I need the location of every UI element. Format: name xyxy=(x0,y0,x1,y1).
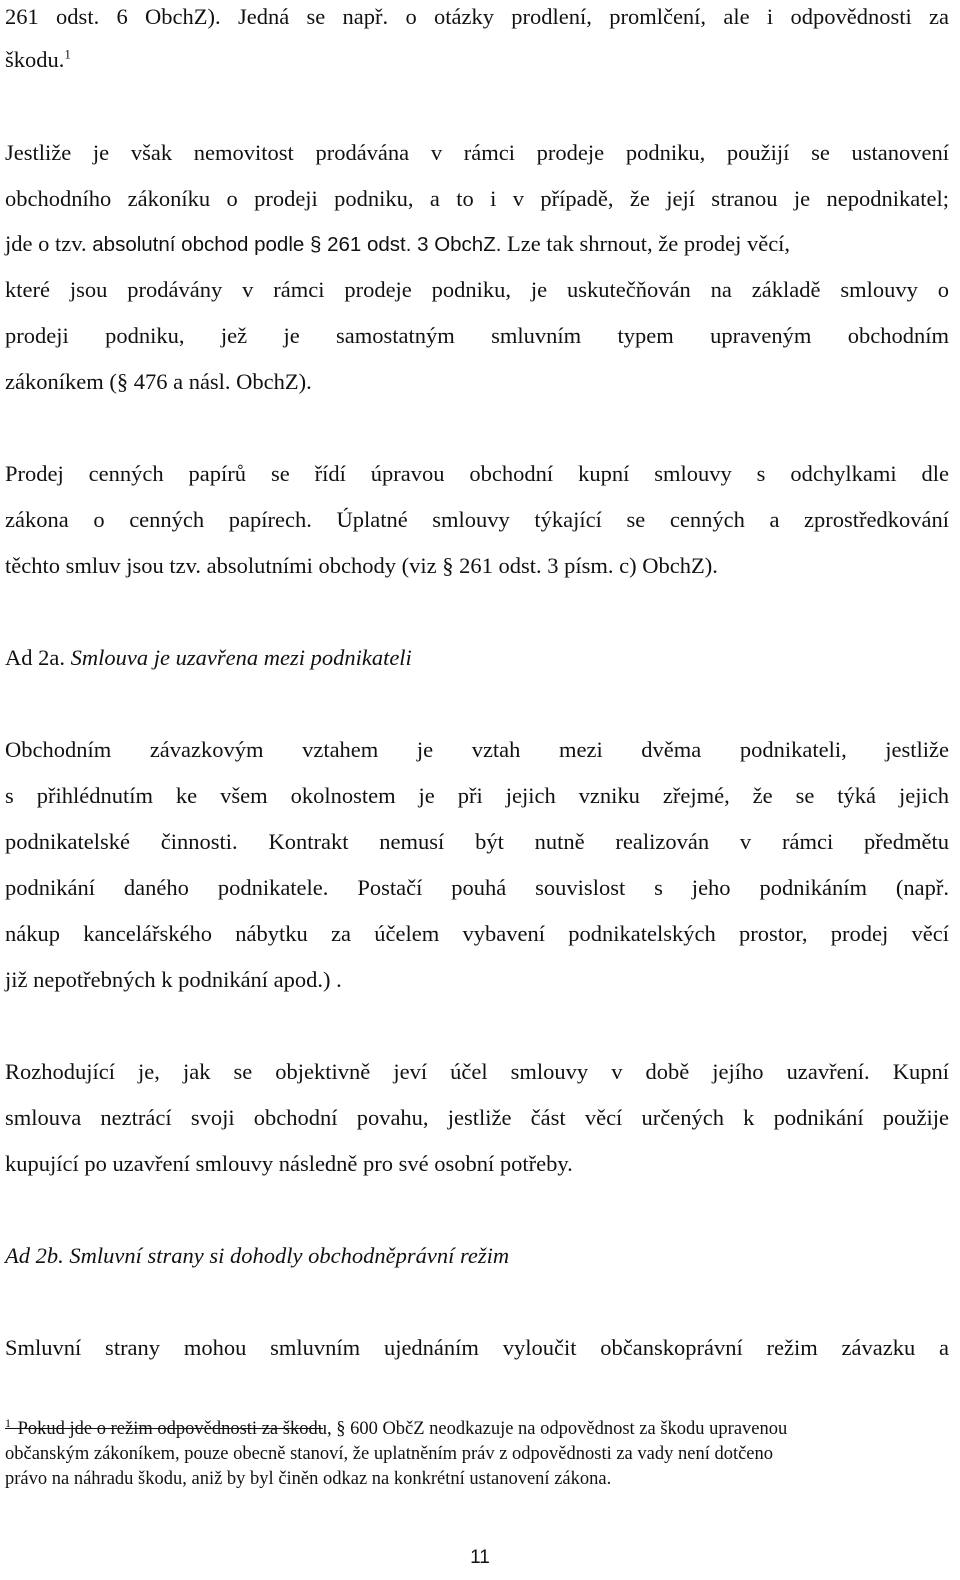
paragraph-4-line-5: nákup kancelářského nábytku za účelem vybavení podnikatelských prostor, prodej věcí xyxy=(5,921,949,946)
paragraph-4-line-6: již nepotřebných k podnikání apod.) . xyxy=(5,967,342,992)
paragraph-3-line-3: těchto smluv jsou tzv. absolutními obchody (viz § 261 odst. 3 písm. c) ObchZ). xyxy=(5,553,718,578)
paragraph-4-line-2: s přihlédnutím ke všem okolnostem je při jejich vzniku zřejmé, že se týká jejich xyxy=(5,783,949,808)
paragraph-1-line-1: 261 odst. 6 ObchZ). Jedná se např. o otázky prodlení, promlčení, ale i odpovědnosti za xyxy=(5,4,949,29)
paragraph-2-line-4: které jsou prodávány v rámci prodeje podniku, je uskutečňován na základě smlouvy o xyxy=(5,277,949,302)
paragraph-2-line-3-end: Lze tak shrnout, že prodej věcí, xyxy=(501,231,791,256)
page-number: 11 xyxy=(470,1547,490,1568)
footnote-line-2: občanským zákoníkem, pouze obecně stanoví, že uplatněním práv z odpovědnosti za vady není dotčeno xyxy=(5,1444,774,1464)
paragraph-2-line-3 xyxy=(5,229,949,260)
paragraph-2-line-1: Jestliže je však nemovitost prodávána v rámci prodeje podniku, použijí se ustanovení xyxy=(5,140,949,165)
section-heading-2a xyxy=(5,643,949,673)
paragraph-5-line-3: kupující po uzavření smlouvy následně pro své osobní potřeby. xyxy=(5,1151,573,1176)
footnote-reference: 1 xyxy=(64,46,71,62)
section-label-2b: Ad 2b. xyxy=(5,1243,64,1268)
footnote-text-1: Pokud jde o režim odpovědnosti za škodu, § 600 ObčZ neodkazuje na odpovědnost za škodu upravenou xyxy=(17,1419,788,1439)
paragraph-3-line-1: Prodej cenných papírů se řídí úpravou obchodní kupní smlouvy s odchylkami dle xyxy=(5,461,949,486)
section-title-2b: Smluvní strany si dohodly obchodněprávní režim xyxy=(69,1243,510,1268)
paragraph-5-line-2: smlouva neztrácí svoji obchodní povahu, jestliže část věcí určených k podnikání použije xyxy=(5,1105,949,1130)
footnote-line-1 xyxy=(5,1417,949,1441)
paragraph-4-line-4: podnikání daného podnikatele. Postačí pouhá souvislost s jeho podnikáním (např. xyxy=(5,875,949,900)
paragraph-2-line-2: obchodního zákoníku o prodeji podniku, a to i v případě, že její stranou je nepodnikatel; xyxy=(5,186,949,211)
paragraph-5-line-1: Rozhodující je, jak se objektivně jeví účel smlouvy v době jejího uzavření. Kupní xyxy=(5,1059,949,1084)
footnote-mark: 1 xyxy=(5,1415,11,1430)
paragraph-1-text: škodu. xyxy=(5,47,65,72)
section-heading-2b xyxy=(5,1241,949,1271)
paragraph-2-line-6: zákoníkem (§ 476 a násl. ObchZ). xyxy=(5,369,312,394)
section-title-2a: Smlouva je uzavřena mezi podnikateli xyxy=(70,645,412,670)
paragraph-2-line-3-start: jde o tzv. xyxy=(5,231,93,256)
paragraph-4-line-1: Obchodním závazkovým vztahem je vztah mezi dvěma podnikateli, jestliže xyxy=(5,737,949,762)
paragraph-3-line-2: zákona o cenných papírech. Úplatné smlouvy týkající se cenných a zprostředkování xyxy=(5,507,949,532)
paragraph-6-line-1: Smluvní strany mohou smluvním ujednáním vyloučit občanskoprávní režim závazku a xyxy=(5,1335,949,1360)
paragraph-2-line-3-sans: absolutní obchod podle § 261 odst. 3 ObchZ. xyxy=(92,233,502,256)
paragraph-2-line-5: prodeji podniku, jež je samostatným smluvním typem upraveným obchodním xyxy=(5,323,949,348)
section-label-2a: Ad 2a. xyxy=(5,645,65,670)
footnote-line-3: právo na náhradu škodu, aniž by byl činěn odkaz na konkrétní ustanovení zákona. xyxy=(5,1469,612,1489)
paragraph-4-line-3: podnikatelské činnosti. Kontrakt nemusí být nutně realizován v rámci předmětu xyxy=(5,829,949,854)
paragraph-1-line-2 xyxy=(5,45,949,75)
